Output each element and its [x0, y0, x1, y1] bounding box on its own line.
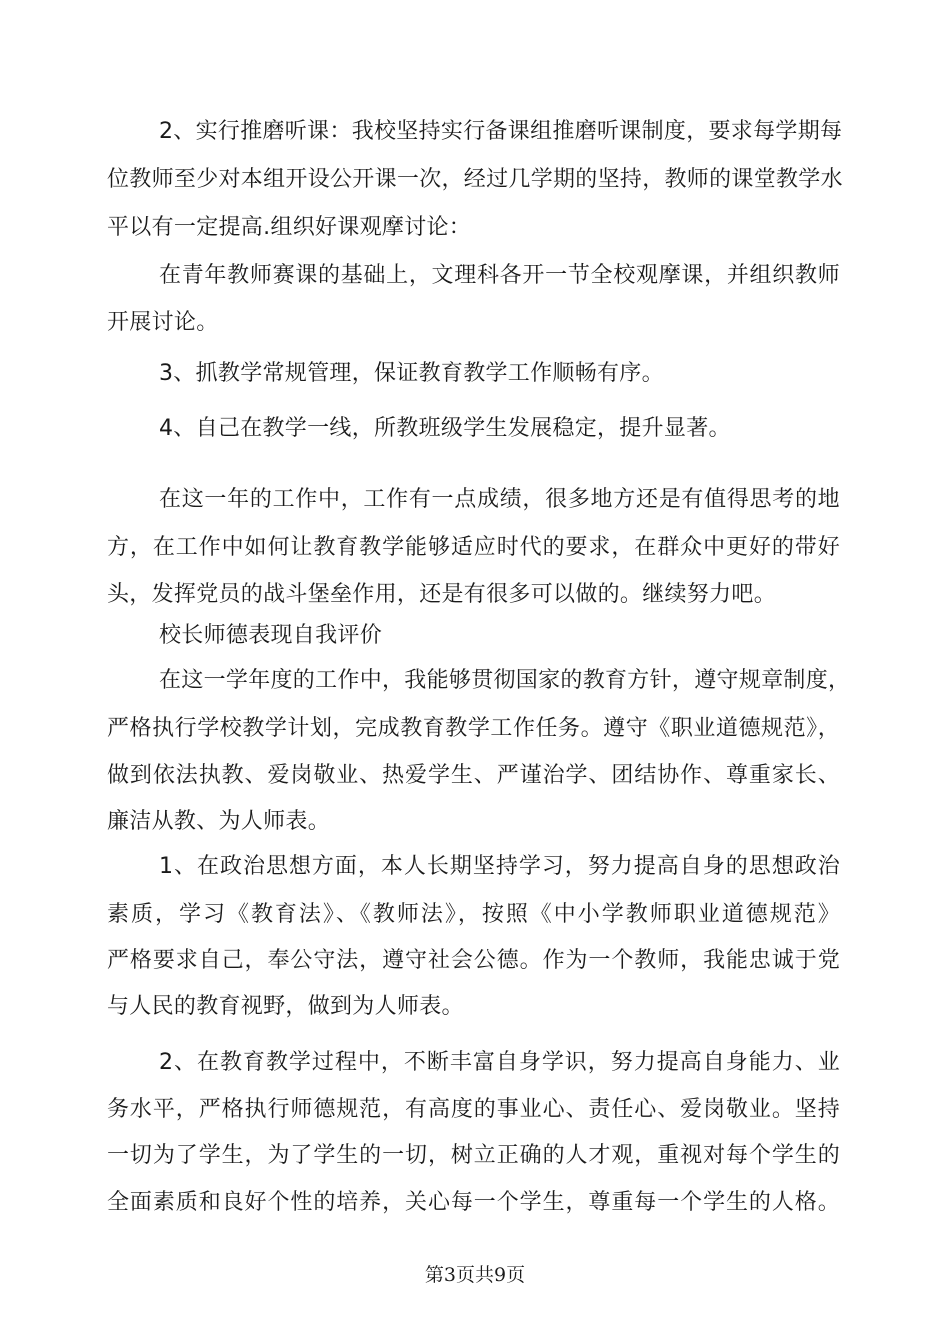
page-number-footer: 第3页共9页 — [424, 1264, 526, 1286]
paragraph-line: 开展讨论。 — [107, 310, 219, 335]
paragraph-line: 位教师至少对本组开设公开课一次，经过几学期的坚持，教师的课堂教学水 — [107, 167, 843, 192]
paragraph-line: 在这一学年度的工作中，我能够贯彻国家的教育方针，遵守规章制度， — [159, 668, 851, 693]
section-heading: 校长师德表现自我评价 — [159, 623, 383, 648]
paragraph-line: 与人民的教育视野，做到为人师表。 — [107, 994, 464, 1019]
paragraph-line: 平以有一定提高.组织好课观摩讨论： — [107, 215, 472, 240]
paragraph-line: 一切为了学生，为了学生的一切，树立正确的人才观，重视对每个学生的 — [107, 1143, 840, 1168]
paragraph-line: 2、在教育教学过程中，不断丰富自身学识，努力提高自身能力、业 — [159, 1050, 840, 1075]
paragraph-line: 素质，学习《教育法》、《教师法》，按照《中小学教师职业道德规范》 — [107, 902, 840, 927]
paragraph-line: 严格执行学校教学计划，完成教育教学工作任务。遵守《职业道德规范》， — [107, 716, 840, 741]
paragraph-line: 做到依法执教、爱岗敬业、热爱学生、严谨治学、团结协作、尊重家长、 — [107, 763, 840, 788]
paragraph-line: 3、抓教学常规管理，保证教育教学工作顺畅有序。 — [159, 361, 664, 386]
paragraph-line: 全面素质和良好个性的培养，关心每一个学生，尊重每一个学生的人格。 — [107, 1190, 840, 1215]
paragraph-line: 在青年教师赛课的基础上，文理科各开一节全校观摩课，并组织教师 — [159, 263, 840, 288]
paragraph-line: 务水平，严格执行师德规范，有高度的事业心、责任心、爱岗敬业。坚持 — [107, 1097, 840, 1122]
paragraph-line: 廉洁从教、为人师表。 — [107, 809, 331, 834]
paragraph-line: 严格要求自己，奉公守法，遵守社会公德。作为一个教师，我能忠诚于党 — [107, 948, 840, 973]
paragraph-line: 头，发挥党员的战斗堡垒作用，还是有很多可以做的。继续努力吧。 — [107, 582, 777, 607]
paragraph-line: 1、在政治思想方面，本人长期坚持学习，努力提高自身的思想政治 — [159, 854, 840, 879]
paragraph-line: 方，在工作中如何让教育教学能够适应时代的要求，在群众中更好的带好 — [107, 535, 840, 560]
paragraph-line: 2、实行推磨听课：我校坚持实行备课组推磨听课制度，要求每学期每 — [159, 119, 843, 144]
paragraph-line: 4、自己在教学一线，所教班级学生发展稳定，提升显著。 — [159, 416, 731, 441]
paragraph-line: 在这一年的工作中，工作有一点成绩，很多地方还是有值得思考的地 — [159, 487, 840, 512]
